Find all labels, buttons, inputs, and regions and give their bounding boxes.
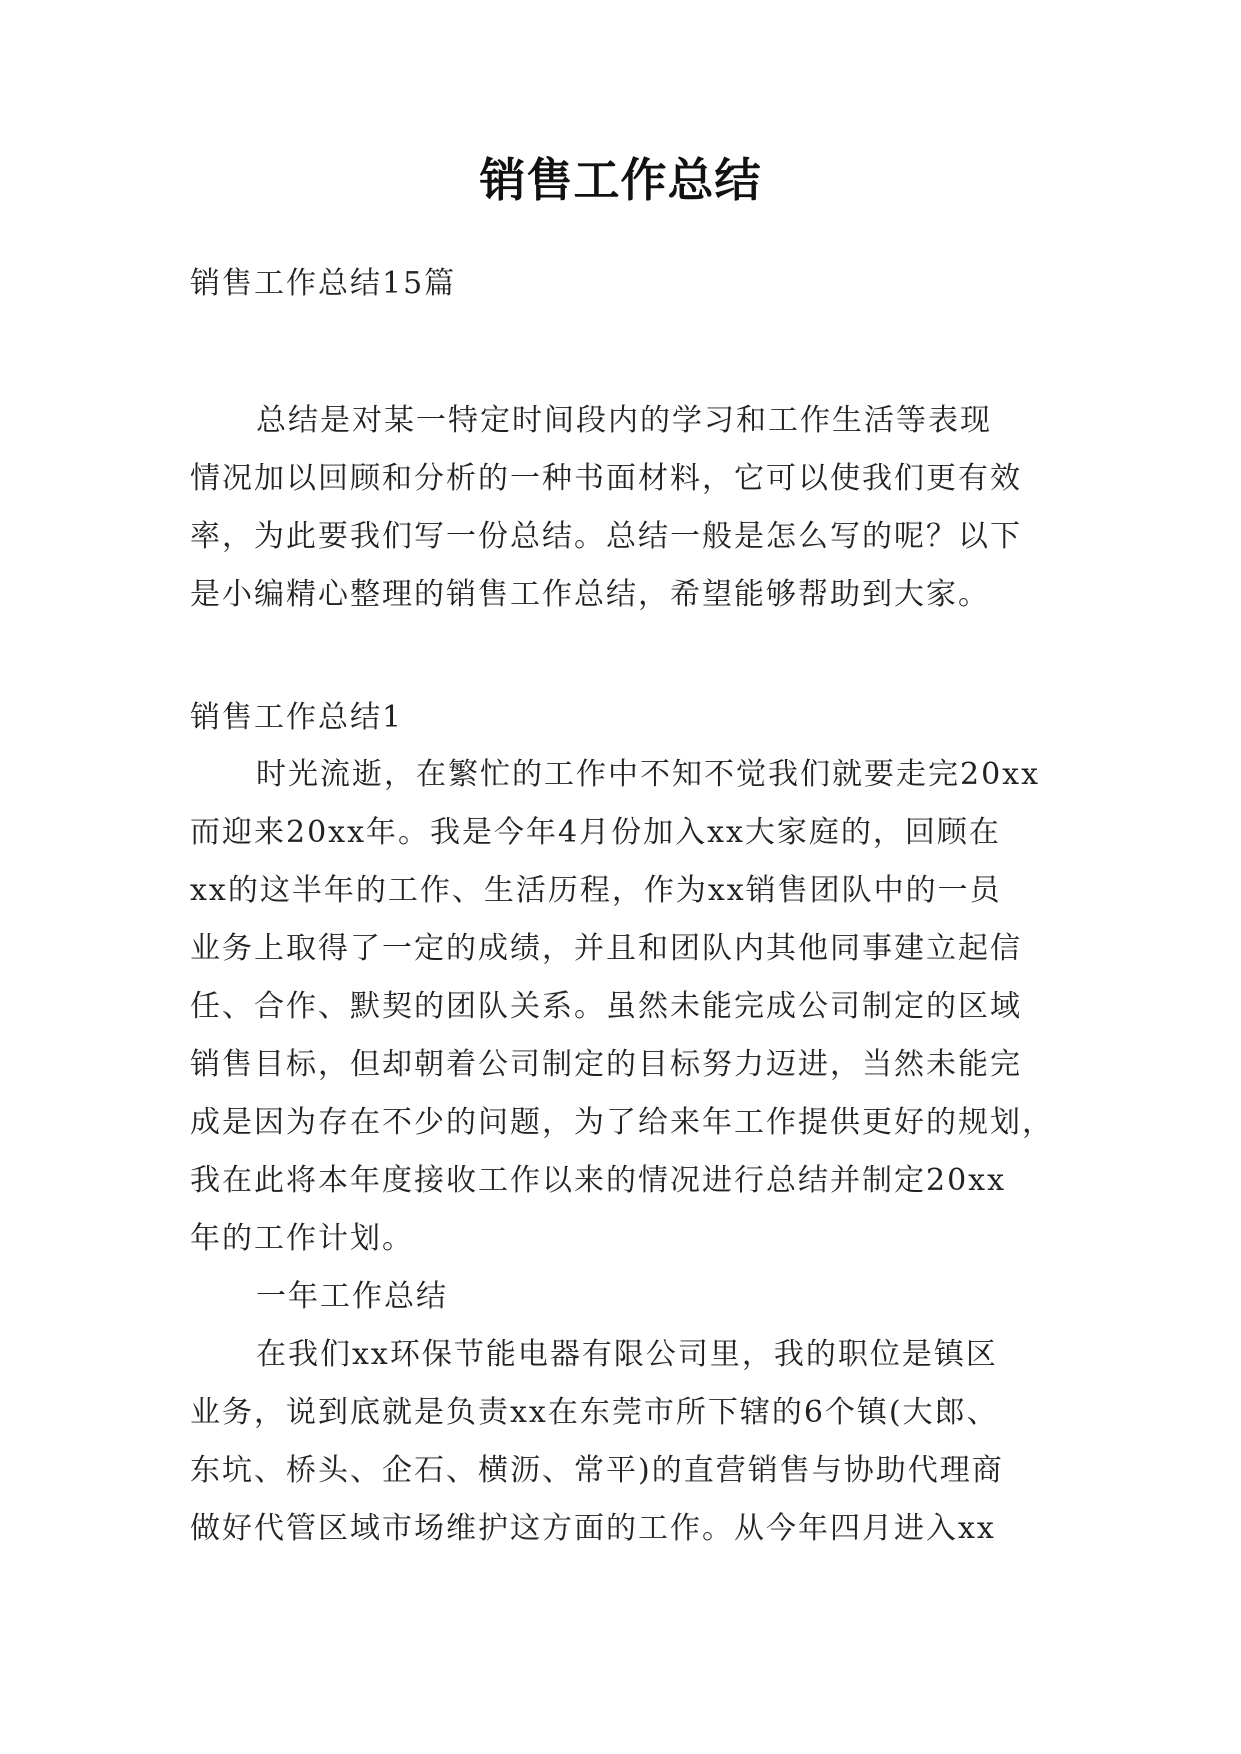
- paragraph-line: 成是因为存在不少的问题，为了给来年工作提供更好的规划，: [190, 1105, 1054, 1140]
- paragraph-line: 业务，说到底就是负责xx在东莞市所下辖的6个镇(大郎、: [190, 1395, 999, 1430]
- section-heading: 销售工作总结1: [190, 700, 404, 735]
- paragraph-line: 业务上取得了一定的成绩，并且和团队内其他同事建立起信: [190, 931, 1022, 966]
- intro-line: 总结是对某一特定时间段内的学习和工作生活等表现: [256, 403, 992, 438]
- paragraph-line: 销售目标，但却朝着公司制定的目标努力迈进，当然未能完: [190, 1047, 1022, 1082]
- paragraph-line: 我在此将本年度接收工作以来的情况进行总结并制定20xx: [190, 1163, 1007, 1198]
- intro-line: 是小编精心整理的销售工作总结，希望能够帮助到大家。: [190, 577, 990, 612]
- intro-line: 率，为此要我们写一份总结。总结一般是怎么写的呢？以下: [190, 519, 1022, 554]
- paragraph-line: 时光流逝，在繁忙的工作中不知不觉我们就要走完20xx: [256, 757, 1041, 792]
- paragraph-line: 任、合作、默契的团队关系。虽然未能完成公司制定的区域: [190, 989, 1022, 1024]
- document-subtitle: 销售工作总结15篇: [190, 266, 457, 301]
- intro-line: 情况加以回顾和分析的一种书面材料，它可以使我们更有效: [190, 461, 1022, 496]
- paragraph-line: 做好代管区域市场维护这方面的工作。从今年四月进入xx: [190, 1511, 996, 1546]
- paragraph-line: 东坑、桥头、企石、横沥、常平)的直营销售与协助代理商: [190, 1453, 1004, 1488]
- subheading: 一年工作总结: [256, 1279, 448, 1314]
- paragraph-line: 而迎来20xx年。我是今年4月份加入xx大家庭的，回顾在: [190, 815, 1001, 850]
- document-title: 销售工作总结: [479, 153, 762, 207]
- paragraph-line: xx的这半年的工作、生活历程，作为xx销售团队中的一员: [190, 873, 1002, 908]
- paragraph-line: 在我们xx环保节能电器有限公司里，我的职位是镇区: [256, 1337, 998, 1372]
- paragraph-line: 年的工作计划。: [190, 1221, 414, 1256]
